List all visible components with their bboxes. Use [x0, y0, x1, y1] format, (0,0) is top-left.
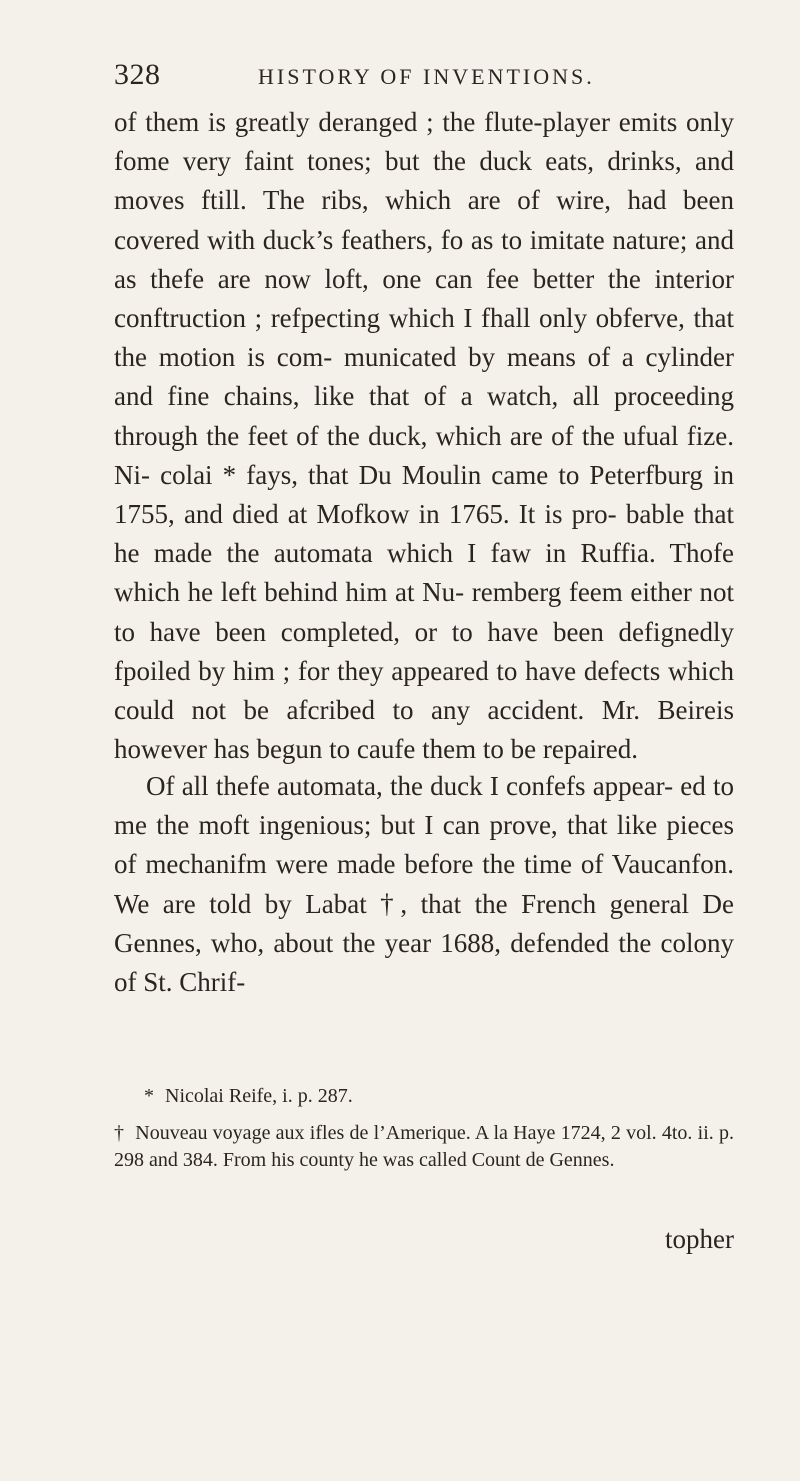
footnote-marker: *: [144, 1085, 154, 1107]
running-title: HISTORY OF INVENTIONS.: [258, 64, 595, 89]
paragraph-text: Of all thefe automata, the duck I confefs appear- ed to me the moft ingenious; but I can prove, that like pieces of mechanifm were made before the time of Vaucanfon. We are told by Labat †, that the French general De Gennes, who, about the year 1688, defended the colony of St. Chrif-: [114, 771, 734, 998]
footnote-marker: †: [114, 1122, 124, 1144]
body-paragraph-2: [114, 767, 734, 1002]
footnote-text: Nicolai Reife, i. p. 287.: [165, 1085, 353, 1107]
page-number: 328: [114, 58, 161, 91]
running-head: [114, 58, 734, 98]
catchword: topher: [665, 1224, 734, 1254]
footnote-1: [114, 1083, 734, 1110]
body-paragraph-1: [114, 103, 734, 769]
paragraph-text: of them is greatly deranged ; the flute-player emits only fome very faint tones; but the duck eats, drinks, and moves ftill. The ribs, which are of wire, had been covered with duck’s feathers, fo as to imitate nature; and as thefe are now loft, one can fee better the interior conftruction ; refpecting which I fhall only obferve, that the motion is com- municated by means of a cylinder and fine chains, like that of a watch, all proceeding through the feet of the duck, which are of the ufual fize. Ni- colai * fays, that Du Moulin came to Peterfburg in 1755, and died at Mofkow in 1765. It is pro- bable that he made the automata which I faw in Ruffia. Thofe which he left behind him at Nu- remberg feem either not to have been completed, or to have been defignedly fpoiled by him ; for they appeared to have defects which could not be afcribed to any accident. Mr. Beireis however has begun to caufe them to be repaired.: [114, 107, 734, 765]
footnotes: [114, 1083, 734, 1184]
footnote-2: [114, 1120, 734, 1174]
footnote-text: Nouveau voyage aux ifles de l’Amerique. A la Haye 1724, 2 vol. 4to. ii. p. 298 and 384. From his county he was called Count de Gennes.: [114, 1122, 735, 1171]
